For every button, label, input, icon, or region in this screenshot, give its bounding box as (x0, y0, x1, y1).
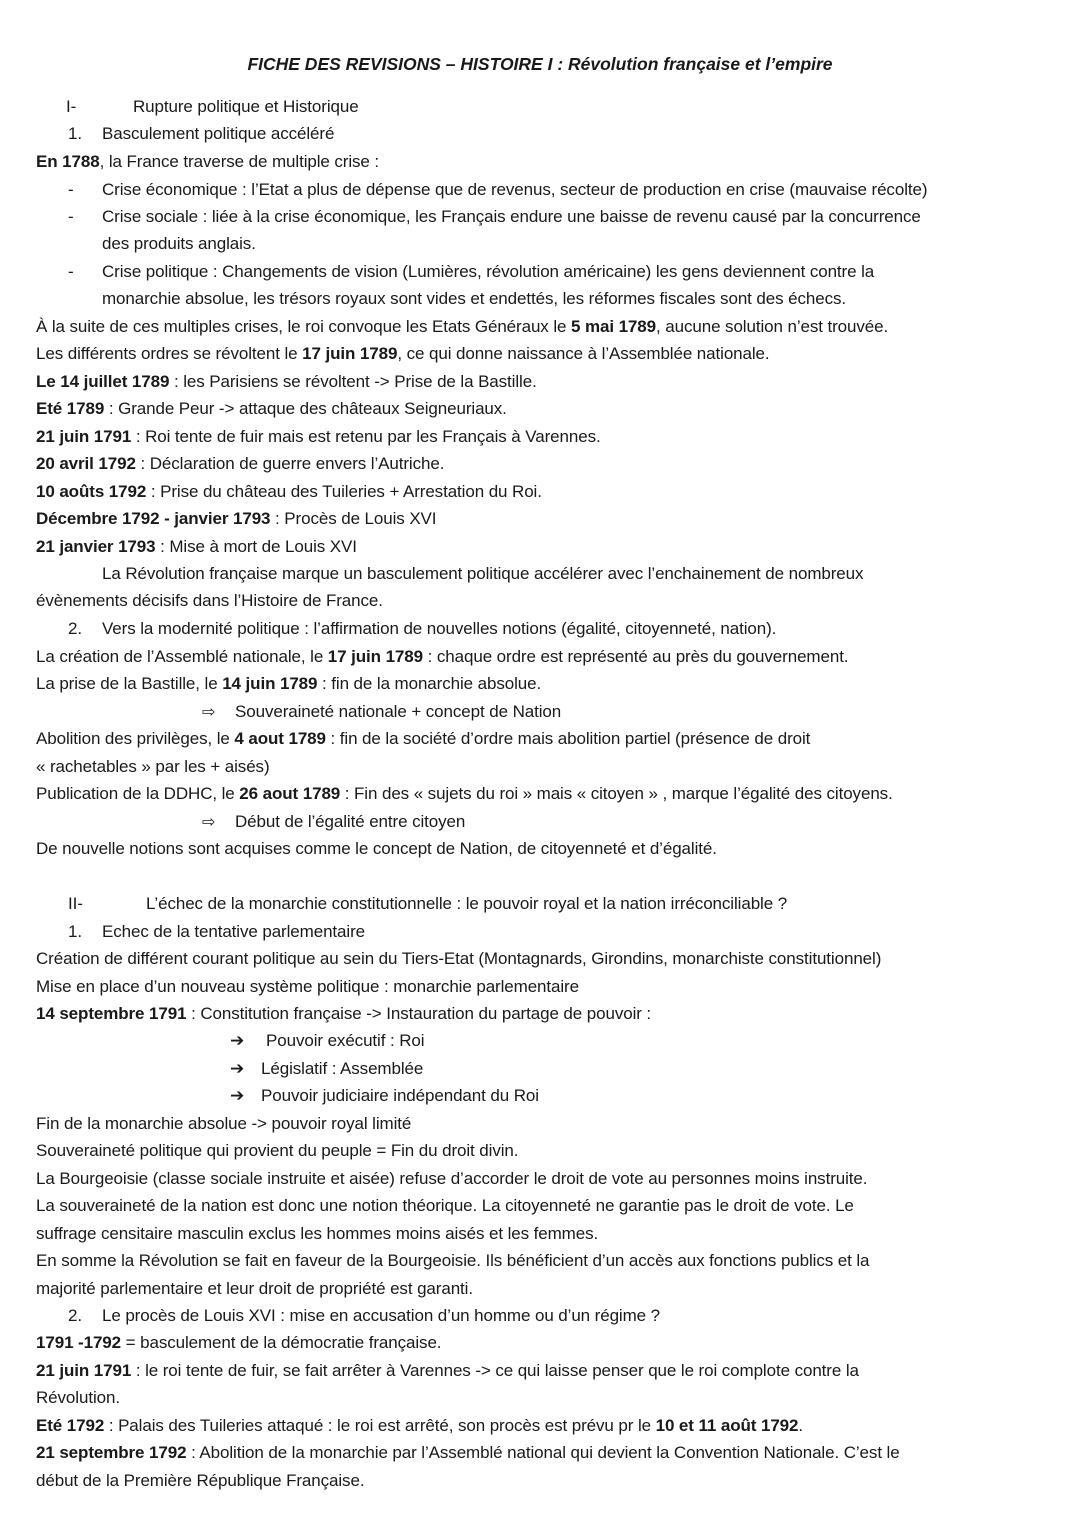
section-title: L’échec de la monarchie constitutionnelle : le pouvoir royal et la nation irréconciliable ? (146, 894, 788, 913)
paragraph-line (36, 672, 1044, 696)
date-bold: 1791 -1792 (36, 1333, 122, 1352)
timeline-entry (36, 1359, 1044, 1383)
outlined-right-arrow-icon: ⇨ (202, 812, 216, 831)
timeline-entry (36, 535, 1044, 559)
bullet-text: Crise politique : Changements de vision (Lumières, révolution américaine) les gens deviennent contre la (102, 262, 875, 281)
date-bold: 10 aoûts 1792 (36, 482, 147, 501)
date-bold: 14 septembre 1791 (36, 1004, 187, 1023)
bullet-text: Crise sociale : liée à la crise économique, les Français endure une baisse de revenu causé par la concurrence (102, 207, 921, 226)
date-bold: 17 juin 1789 (302, 344, 398, 363)
text: : fin de la société d’ordre mais abolition partiel (présence de droit (325, 729, 811, 748)
paragraph-line (36, 315, 1044, 339)
paragraph-line: majorité parlementaire et leur droit de propriété est garanti. (36, 1279, 473, 1298)
section-number: I- (66, 97, 77, 116)
timeline-entry (36, 1441, 1044, 1465)
text: : chaque ordre est représenté au près du gouvernement. (423, 647, 849, 666)
subsection-title: Echec de la tentative parlementaire (102, 922, 365, 941)
paragraph-line: La souveraineté de la nation est donc une notion théorique. La citoyenneté ne garantie pas le droit de vote. Le (36, 1196, 854, 1215)
paragraph-line: De nouvelle notions sont acquises comme le concept de Nation, de citoyenneté et d’égalité. (36, 839, 717, 858)
date-bold: 5 mai 1789 (570, 317, 656, 336)
timeline-entry (36, 480, 1044, 504)
subsection-title: Basculement politique accéléré (102, 124, 335, 143)
arrow-text: Début de l’égalité entre citoyen (235, 812, 466, 831)
paragraph-line (36, 1002, 1044, 1026)
text: La création de l’Assemblé nationale, le (36, 647, 328, 666)
paragraph-line (36, 150, 1044, 174)
timeline-entry (36, 452, 1044, 476)
bullet-text: Crise économique : l’Etat a plus de dépense que de revenus, secteur de production en crise (mauvaise récolte) (102, 180, 928, 199)
date-bold: 21 janvier 1793 (36, 537, 156, 556)
bullet-text: des produits anglais. (102, 234, 256, 253)
arrow-text: Souveraineté nationale + concept de Nation (235, 702, 562, 721)
paragraph-line: La Bourgeoisie (classe sociale instruite et aisée) refuse d’accorder le droit de vote au personnes moins instruite. (36, 1169, 868, 1188)
bullet-text: monarchie absolue, les trésors royaux sont vides et endettés, les réformes fiscales sont des échecs. (102, 289, 847, 308)
paragraph-line: Création de différent courant politique au sein du Tiers-Etat (Montagnards, Girondins, monarchiste constitutionnel) (36, 949, 882, 968)
text: = basculement de la démocratie française. (121, 1333, 442, 1352)
text: , ce qui donne naissance à l’Assemblée nationale. (397, 344, 770, 363)
date-bold: 17 juin 1789 (327, 647, 423, 666)
solid-right-arrow-icon: ➔ (230, 1031, 245, 1051)
document-title: FICHE DES REVISIONS – HISTOIRE I : Révolution française et l’empire (247, 54, 833, 74)
text: , la France traverse de multiple crise : (99, 152, 380, 171)
text: : Mise à mort de Louis XVI (155, 537, 357, 556)
power-text: Pouvoir exécutif : Roi (266, 1031, 425, 1050)
paragraph-line: début de la Première République Française. (36, 1471, 365, 1490)
date-bold: 21 juin 1791 (36, 1361, 132, 1380)
text: : le roi tente de fuir, se fait arrêter à Varennes -> ce qui laisse penser que le roi complote contre la (131, 1361, 859, 1380)
text: À la suite de ces multiples crises, le roi convoque les Etats Généraux le (36, 317, 571, 336)
text: : Grande Peur -> attaque des châteaux Seigneuriaux. (104, 399, 507, 418)
paragraph-line: évènements décisifs dans l’Histoire de France. (36, 591, 383, 610)
text: La Révolution française marque un basculement politique accélérer avec l’enchainement de nombreux (102, 564, 864, 583)
subsection-number: 2. (68, 1306, 82, 1325)
date-bold: 26 aout 1789 (239, 784, 341, 803)
subsection-number: 1. (68, 922, 82, 941)
power-text: Pouvoir judiciaire indépendant du Roi (261, 1086, 539, 1105)
text: : les Parisiens se révoltent -> Prise de la Bastille. (169, 372, 537, 391)
date-bold: 21 juin 1791 (36, 427, 132, 446)
paragraph-line: Fin de la monarchie absolue -> pouvoir royal limité (36, 1114, 412, 1133)
paragraph-line (36, 342, 1044, 366)
date-bold: 4 aout 1789 (234, 729, 326, 748)
text: , aucune solution n’est trouvée. (656, 317, 889, 336)
date-bold: 21 septembre 1792 (36, 1443, 187, 1462)
text: : Fin des « sujets du roi » mais « citoyen » , marque l’égalité des citoyens. (340, 784, 893, 803)
dash-marker: - (68, 207, 74, 226)
subsection-number: 1. (68, 124, 82, 143)
section-number: II- (68, 894, 83, 913)
timeline-entry (36, 397, 1044, 421)
date-bold: Eté 1792 (36, 1416, 105, 1435)
paragraph-line (36, 727, 1044, 751)
solid-right-arrow-icon: ➔ (230, 1059, 245, 1079)
text: : Abolition de la monarchie par l’Assemblé national qui devient la Convention Nationale. C’est le (186, 1443, 900, 1462)
subsection-number: 2. (68, 619, 82, 638)
paragraph-line (36, 645, 1044, 669)
date-bold: 14 juin 1789 (222, 674, 318, 693)
subsection-title: Vers la modernité politique : l’affirmation de nouvelles notions (égalité, citoyenneté, nation). (102, 619, 777, 638)
timeline-entry (36, 1414, 1044, 1438)
text: : fin de la monarchie absolue. (317, 674, 542, 693)
paragraph-line: Mise en place d’un nouveau système politique : monarchie parlementaire (36, 977, 579, 996)
text: La prise de la Bastille, le (36, 674, 223, 693)
subsection-title: Le procès de Louis XVI : mise en accusation d’un homme ou d’un régime ? (102, 1306, 661, 1325)
dash-marker: - (68, 180, 74, 199)
paragraph-line: suffrage censitaire masculin exclus les hommes moins aisés et les femmes. (36, 1224, 599, 1243)
timeline-entry (36, 1331, 1044, 1355)
timeline-entry (36, 507, 1044, 531)
text: : Prise du château des Tuileries + Arrestation du Roi. (146, 482, 542, 501)
paragraph-line: « rachetables » par les + aisés) (36, 757, 270, 776)
power-text: Législatif : Assemblée (261, 1059, 424, 1078)
date-bold: 20 avril 1792 (36, 454, 136, 473)
date-bold: Eté 1789 (36, 399, 105, 418)
paragraph-line: En somme la Révolution se fait en faveur de la Bourgeoisie. Ils bénéficient d’un accès aux fonctions publics et la (36, 1251, 870, 1270)
date-bold: 10 et 11 août 1792 (655, 1416, 799, 1435)
text: : Roi tente de fuir mais est retenu par les Français à Varennes. (131, 427, 601, 446)
paragraph-line (36, 782, 1044, 806)
text: : Constitution française -> Instauration du partage de pouvoir : (186, 1004, 652, 1023)
paragraph-line: Révolution. (36, 1388, 120, 1407)
text: Abolition des privilèges, le (36, 729, 235, 748)
date-bold: En 1788 (36, 152, 100, 171)
date-bold: Décembre 1792 - janvier 1793 (36, 509, 271, 528)
solid-right-arrow-icon: ➔ (230, 1086, 245, 1106)
text: : Palais des Tuileries attaqué : le roi est arrêté, son procès est prévu pr le (104, 1416, 656, 1435)
text: Publication de la DDHC, le (36, 784, 240, 803)
text: : Procès de Louis XVI (270, 509, 437, 528)
text: . (798, 1416, 804, 1435)
outlined-right-arrow-icon: ⇨ (202, 702, 216, 721)
paragraph-line: Souveraineté politique qui provient du peuple = Fin du droit divin. (36, 1141, 519, 1160)
text: : Déclaration de guerre envers l’Autriche. (135, 454, 445, 473)
timeline-entry (36, 425, 1044, 449)
text: Les différents ordres se révoltent le (36, 344, 303, 363)
date-bold: Le 14 juillet 1789 (36, 372, 170, 391)
dash-marker: - (68, 262, 74, 281)
section-title: Rupture politique et Historique (133, 97, 359, 116)
timeline-entry (36, 370, 1044, 394)
